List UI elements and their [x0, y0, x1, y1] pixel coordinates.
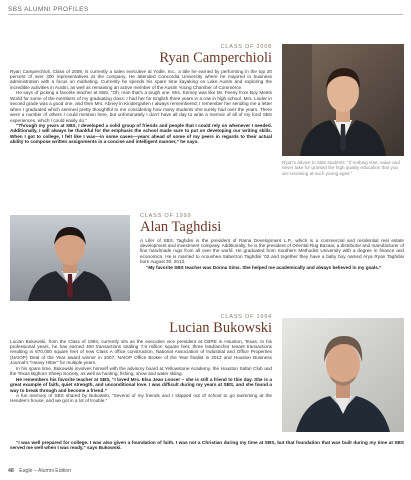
photo-caption: Ryan’s advice to SBS students: “If nothing else, value and never take for granted the high quality education that you are receiving at such young ages.”	[282, 160, 400, 176]
profile-quote: “My favorite SBS teacher was Donna Sims. She helped me academically and always believed in my goals.”	[146, 264, 382, 270]
photo-ryan-camperchioli	[282, 44, 404, 156]
profile-quote: He remembers his favorite teacher at SBS, “I loved Mrs. Elsa Jean Looser – she is still a friend to this day. She is a great example of faith, quiet strength, and unconditional love. I was difficult during my years at SBS, and she found a way to break through and become a friend.”	[10, 376, 272, 393]
photo-lucian-bukowski	[282, 318, 404, 432]
class-label: CLASS OF 2008	[220, 44, 272, 50]
page-footer	[8, 468, 71, 474]
profile-paragraph: A fun memory of SBS shared by Bukowski, “Several of my friends and I skipped out of school to go swimming at the Hendee’s house, and we got in a lot of trouble.”	[10, 393, 272, 404]
profile-paragraph: A Lifer of SBS, Taghdisi is the president of Rama Development L.P., which is a commercial and residential real estate development and investment company. Additionally, he is the president of Oriental Rug Bazaar, a distributor and manufacturer of fine handmade rugs from all over the world. He graduated from Southern Methodist University with a degree in finance and economics. He is married to Aroushea Saberzon Taghdisi ’02 and together they have a baby boy named Arya Ryan Taghdisi born August 30, 2013.	[140, 237, 404, 265]
class-label: CLASS OF 1999	[140, 213, 192, 219]
profile-name: Lucian Bukowski	[169, 320, 272, 336]
profile-quote: “Through my years at SBS, I developed a solid group of friends and people that I could rely on whenever I needed. Additionally, I will always be thankful for the emphasis the school made sure to put on developing our writing skills. When I got to college, I felt like I was—in some cases—years ahead of some of my peers in regards to their actual ability to compose written assignments in a concise and intelligent manner,” he says.	[10, 123, 272, 145]
profile-name: Ryan Camperchioli	[159, 50, 272, 66]
page-number: 48	[8, 468, 14, 474]
profile-paragraph: Lucian Bukowski, from the Class of 1994, currently sits as the executive vice president at CBRE in Houston, Texas. In his professional years, he has earned 400 transactions totaling 7.6 million square feet, three lead/anchor tenant transactions resulting in 870,000 square feet of new Class A office construction, National Association of Industrial and Office Properties (NAIOP) Deal of the Year award winner in 2007, NAIOP Office Broker of the Year finalist in 2012 and Houston Business Journal’s “Heavy Hitter” for multiple years.	[10, 338, 272, 366]
profile-name: Alan Taghdisi	[140, 219, 222, 235]
profile-paragraph: In his spare time, Bukowski involves himself with the advisory board at Yellowstone Academy, the Houston Safari Club and the Texas Bighorn Sheep Society, as well as hunting, fishing, snow and water skiing.	[10, 365, 272, 377]
profile-closing-quote: “I was well prepared for college. I was also given a foundation of faith. I was not a Christian during my time at SBS, but that foundation that was built during my time at SBS served me well when I was ready,” says Bukowski.	[10, 440, 404, 451]
photo-alan-taghdisi	[10, 215, 130, 301]
profile-paragraph: Ryan Camperchioli, Class of 2008, is currently a sales executive at Yodle, Inc., a title he earned by performing in the top 20 percent of over 300 representatives at the company. He attended Concordia University where he majored in business administration with a focus on marketing. Currently he spends his spare time kayaking on Lake Austin and exploring the incredible activities in Austin, as well as remaining an active member of the Austin Young Chamber of Commerce.	[10, 68, 272, 90]
page-header: SBS ALUMNI PROFILES	[8, 6, 403, 15]
profile-paragraph: He says of picking a favorite teacher at SBS, “Oh, man that’s a tough one. Mrs. Kersey was like Mr. Feeny from Boy Meets World for some of the members of my graduating class; I had her for English three years in a row in high school. Mrs. Linder in second grade was a good one, and then Mrs. Abney in Kindergarten I always remembered; I remember her sending me a letter when I graduated which seemed pretty thoughtful to me considering how many students she surely had over the years. There were a number of others I could mention here, but unfortunately I don’t have all day to write a memoir of all of my fond SBS experiences, which I could easily do.”	[10, 90, 272, 123]
class-label: CLASS OF 1994	[220, 314, 272, 320]
profile-ryan-camperchioli	[10, 44, 272, 145]
profile-lucian-bukowski	[10, 314, 272, 404]
publication-name: Eagle – Alumni Edition	[19, 468, 72, 474]
profile-alan-taghdisi	[140, 213, 404, 270]
